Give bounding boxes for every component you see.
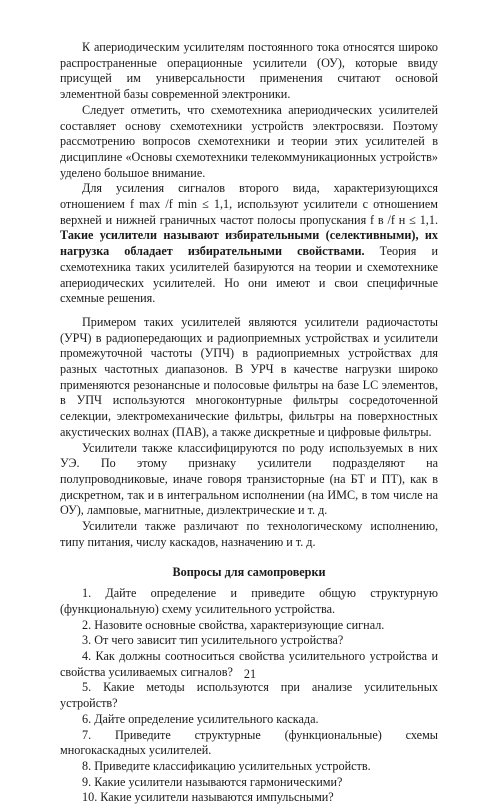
question-item: 2. Назовите основные свойства, характеризующие сигнал. xyxy=(82,617,385,632)
paragraph: Следует отметить, что схемотехника апериодических усилителей составляет основу схемотехники устройств электросвязи. Поэтому рассмотрению вопросов схемотехники и теории этих усилителей в дисциплине «Основы схемотехники телекоммуникационных устройств» уделено большое внимание. xyxy=(60,102,438,180)
paragraph: К апериодическим усилителям постоянного тока относятся широко распространенные операционные усилители (ОУ), которые ввиду присущей им универсальности применения считают основой элементной базы современной электроники. xyxy=(60,40,438,102)
page-number: 21 xyxy=(243,667,257,681)
question-item: 9. Какие усилители называются гармоническими? xyxy=(82,774,343,789)
body-text xyxy=(60,40,438,551)
question-item: 5. Какие методы используются при анализе усилительных устройств? xyxy=(60,680,438,711)
question-item: 10. Какие усилители называются импульсными? xyxy=(82,790,334,805)
question-item: 6. Дайте определение усилительного каскада. xyxy=(82,711,319,726)
paragraph: Усилители также классифицируются по роду используемых в них УЭ. По этому признаку усилители подразделяют на полупроводниковые, иначе говоря транзисторные (на БТ и ПТ), как в дискретном, так и в интегральном исполнении (на ИМС, в том числе на ОУ), ламповые, магнитные, диэлектрические и т. д. xyxy=(60,440,438,518)
question-item: 4. Как должны соотноситься свойства усилительного устройства и свойства усиливаемых сигналов? xyxy=(60,649,438,679)
paragraph: Для усиления сигналов второго вида, характеризующихся отношением f max /f min ≤ 1,1, используют усилители с отношением верхней и нижней граничных частот полосы пропускания f в /f н ≤ 1,1. Такие усилители называют избирательными (селективными), их нагрузка обладает избирательными свойствами. Теория и схемотехника таких усилителей базируются на теории и схемотехнике апериодических усилителей. Но они имеют и свои специфичные схемные решения. xyxy=(60,181,438,306)
question-item: 3. От чего зависит тип усилительного устройства? xyxy=(82,633,344,648)
section-title: Вопросы для самопроверки xyxy=(172,564,326,579)
bold-definition: Такие усилители называют избирательными (селективными), их нагрузка обладает избирательными свойствами. xyxy=(60,228,438,259)
question-item: 1. Дайте определение и приведите общую структурную (функциональную) схему усилительного устройства. xyxy=(60,586,438,616)
question-item: 7. Приведите структурные (функциональные) схемы многокаскадных усилителей. xyxy=(60,727,438,758)
questions-list xyxy=(60,586,438,806)
paragraph: Примером таких усилителей являются усилители радиочастоты (УРЧ) в радиопередающих и радиоприемных устройствах и усилители промежуточной частоты (УПЧ) в радиоприемных устройствах для разных частотных диапазонов. В УРЧ в качестве нагрузки широко применяются резонансные и полосовые фильтры на базе LC элементов, в УПЧ используются многоконтурные фильтры сосредоточенной селекции, электромеханические фильтры, фильтры на поверхностных акустических волнах (ПАВ), а также дискретные и цифровые фильтры. xyxy=(60,314,438,439)
question-item: 8. Приведите классификацию усилительных устройств. xyxy=(82,758,371,773)
paragraph: Усилители также различают по технологическому исполнению, типу питания, числу каскадов, назначению и т. д. xyxy=(60,519,438,549)
